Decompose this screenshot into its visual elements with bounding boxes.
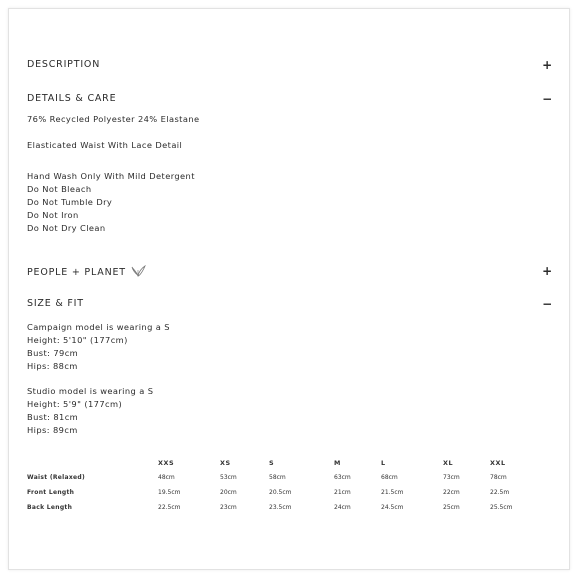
accordion-header-description[interactable] (27, 59, 553, 75)
size-header-row (27, 455, 530, 470)
cell: 22.5cm (158, 504, 181, 511)
cell: 20.5cm (269, 489, 292, 496)
care-line: Do Not Dry Clean (27, 223, 106, 233)
size-header: XXL (490, 458, 506, 467)
cell: 19.5cm (158, 489, 181, 496)
expand-icon[interactable]: + (542, 264, 553, 278)
cell: 21cm (334, 489, 351, 496)
cell: 73cm (443, 474, 460, 481)
model-line: Bust: 79cm (27, 348, 79, 358)
model-line: Campaign model is wearing a S (27, 322, 170, 332)
cell: 68cm (381, 474, 398, 481)
model-line: Studio model is wearing a S (27, 386, 154, 396)
model-line: Bust: 81cm (27, 412, 79, 422)
cell: 78cm (490, 474, 507, 481)
model-line: Hips: 89cm (27, 425, 78, 435)
details-care-title: DETAILS & CARE (27, 93, 117, 104)
size-fit-title: SIZE & FIT (27, 298, 84, 309)
people-planet-title (27, 265, 146, 280)
cell: 48cm (158, 474, 175, 481)
cell: 63cm (334, 474, 351, 481)
collapse-icon[interactable]: − (542, 92, 553, 106)
size-chart-table (27, 455, 530, 515)
cell: 22.5m (490, 489, 510, 496)
care-line: Hand Wash Only With Mild Detergent (27, 171, 195, 181)
feature-detail: Elasticated Waist With Lace Detail (27, 140, 183, 150)
care-line: Do Not Tumble Dry (27, 197, 113, 207)
leaf-icon (131, 265, 146, 280)
expand-icon[interactable]: + (542, 58, 553, 72)
size-header: S (269, 458, 275, 467)
table-row (27, 485, 530, 500)
cell: 53cm (220, 474, 237, 481)
cell: 24cm (334, 504, 351, 511)
model-line: Height: 5'9" (177cm) (27, 399, 123, 409)
accordion-header-details-care[interactable] (27, 93, 553, 109)
people-planet-label: PEOPLE + PLANET (27, 267, 126, 278)
care-line: Do Not Iron (27, 210, 79, 220)
cell: 22cm (443, 489, 460, 496)
cell: 20cm (220, 489, 237, 496)
cell: 58cm (269, 474, 286, 481)
model-line: Hips: 88cm (27, 361, 78, 371)
fabric-composition: 76% Recycled Polyester 24% Elastane (27, 114, 200, 124)
size-header: XL (443, 458, 454, 467)
campaign-model-info (27, 321, 170, 373)
accordion-header-size-fit[interactable] (27, 298, 553, 314)
header-spacer (27, 455, 158, 470)
studio-model-info (27, 385, 153, 437)
row-label: Waist (Relaxed) (27, 474, 86, 481)
cell: 24.5cm (381, 504, 404, 511)
row-label: Front Length (27, 489, 75, 496)
model-line: Height: 5'10" (177cm) (27, 335, 128, 345)
collapse-icon[interactable]: − (542, 297, 553, 311)
size-header: L (381, 458, 386, 467)
cell: 25cm (443, 504, 460, 511)
care-instructions (27, 170, 195, 235)
table-row (27, 470, 530, 485)
size-header: XXS (158, 458, 175, 467)
cell: 21.5cm (381, 489, 404, 496)
care-line: Do Not Bleach (27, 184, 92, 194)
size-header: XS (220, 458, 231, 467)
cell: 23.5cm (269, 504, 292, 511)
row-label: Back Length (27, 504, 73, 511)
accordion-header-people-planet[interactable] (27, 265, 553, 281)
cell: 25.5cm (490, 504, 513, 511)
size-header: M (334, 458, 341, 467)
table-row (27, 500, 530, 515)
cell: 23cm (220, 504, 237, 511)
description-title: DESCRIPTION (27, 59, 101, 70)
